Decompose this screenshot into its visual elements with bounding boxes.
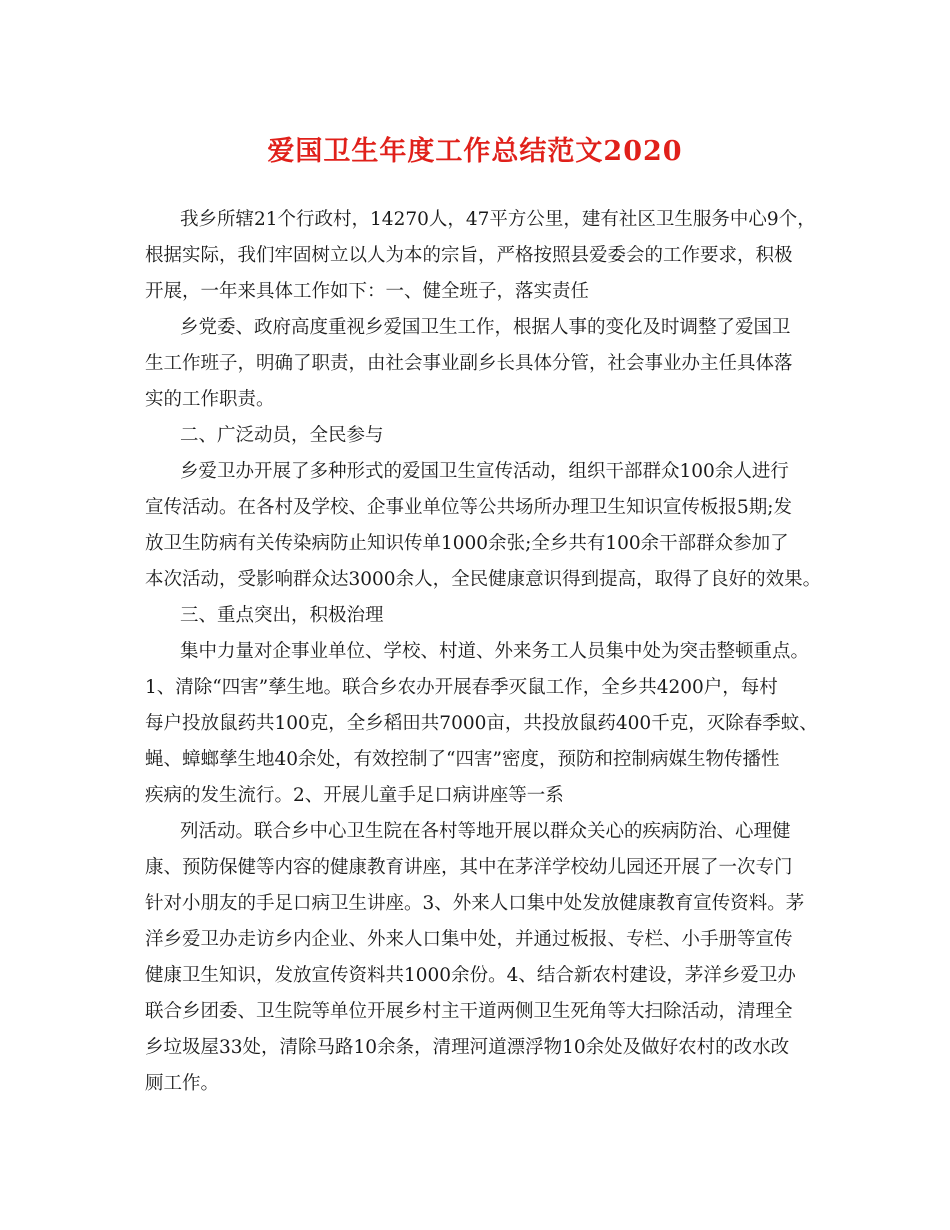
body-line: 根据实际，我们牢固树立以人为本的宗旨，严格按照县爱委会的工作要求，积极 — [145, 245, 793, 266]
body-line: 宣传活动。在各村及学校、企事业单位等公共场所办理卫生知识宣传板报5期;发 — [145, 497, 793, 518]
body-line: 疾病的发生流行。2、开展儿童手足口病讲座等一系 — [145, 785, 564, 806]
body-line: 每户投放鼠药共100克，全乡稻田共7000亩，共投放鼠药400千克，灭除春季蚊、 — [145, 713, 818, 734]
body-line: 本次活动，受影响群众达3000余人，全民健康意识得到提高，取得了良好的效果。 — [145, 569, 822, 590]
body-line: 乡垃圾屋33处，清除马路10余条，清理河道漂浮物10余处及做好农村的改水改 — [145, 1037, 790, 1058]
body-line: 生工作班子，明确了职责，由社会事业副乡长具体分管，社会事业办主任具体落 — [145, 353, 793, 374]
body-line: 厕工作。 — [145, 1073, 220, 1094]
body-line: 联合乡团委、卫生院等单位开展乡村主干道两侧卫生死角等大扫除活动，清理全 — [145, 1001, 793, 1022]
body-line: 蝇、蟑螂孳生地40余处，有效控制了“四害”密度，预防和控制病媒生物传播性 — [145, 749, 780, 770]
body-line: 乡党委、政府高度重视乡爱国卫生工作，根据人事的变化及时调整了爱国卫 — [180, 317, 791, 338]
body-line: 乡爱卫办开展了多种形式的爱国卫生宣传活动，组织干部群众100余人进行 — [180, 461, 789, 482]
body-line: 1、清除“四害”孳生地。联合乡农办开展春季灭鼠工作，全乡共4200户，每村 — [145, 677, 778, 698]
body-line: 我乡所辖21个行政村，14270人，47平方公里，建有社区卫生服务中心9个， — [180, 209, 816, 230]
section-heading: 二、广泛动员，全民参与 — [180, 425, 384, 446]
body-line: 放卫生防病有关传染病防止知识传单1000余张;全乡共有100余干部群众参加了 — [145, 533, 789, 554]
body-line: 洋乡爱卫办走访乡内企业、外来人口集中处，并通过板报、专栏、小手册等宣传 — [145, 929, 793, 950]
section-heading: 三、重点突出，积极治理 — [180, 605, 384, 626]
body-line: 集中力量对企事业单位、学校、村道、外来务工人员集中处为突击整顿重点。 — [180, 641, 810, 662]
body-line: 开展，一年来具体工作如下：一、健全班子，落实责任 — [145, 281, 590, 302]
body-line: 列活动。联合乡中心卫生院在各村等地开展以群众关心的疾病防治、心理健 — [180, 821, 791, 842]
body-line: 针对小朋友的手足口病卫生讲座。3、外来人口集中处发放健康教育宣传资料。茅 — [145, 893, 805, 914]
body-line: 康、预防保健等内容的健康教育讲座，其中在茅洋学校幼儿园还开展了一次专门 — [145, 857, 793, 878]
document-title: 爱国卫生年度工作总结范文2020 — [267, 136, 683, 167]
body-line: 实的工作职责。 — [145, 389, 275, 410]
body-line: 健康卫生知识，发放宣传资料共1000余份。4、结合新农村建设，茅洋乡爱卫办 — [145, 965, 796, 986]
